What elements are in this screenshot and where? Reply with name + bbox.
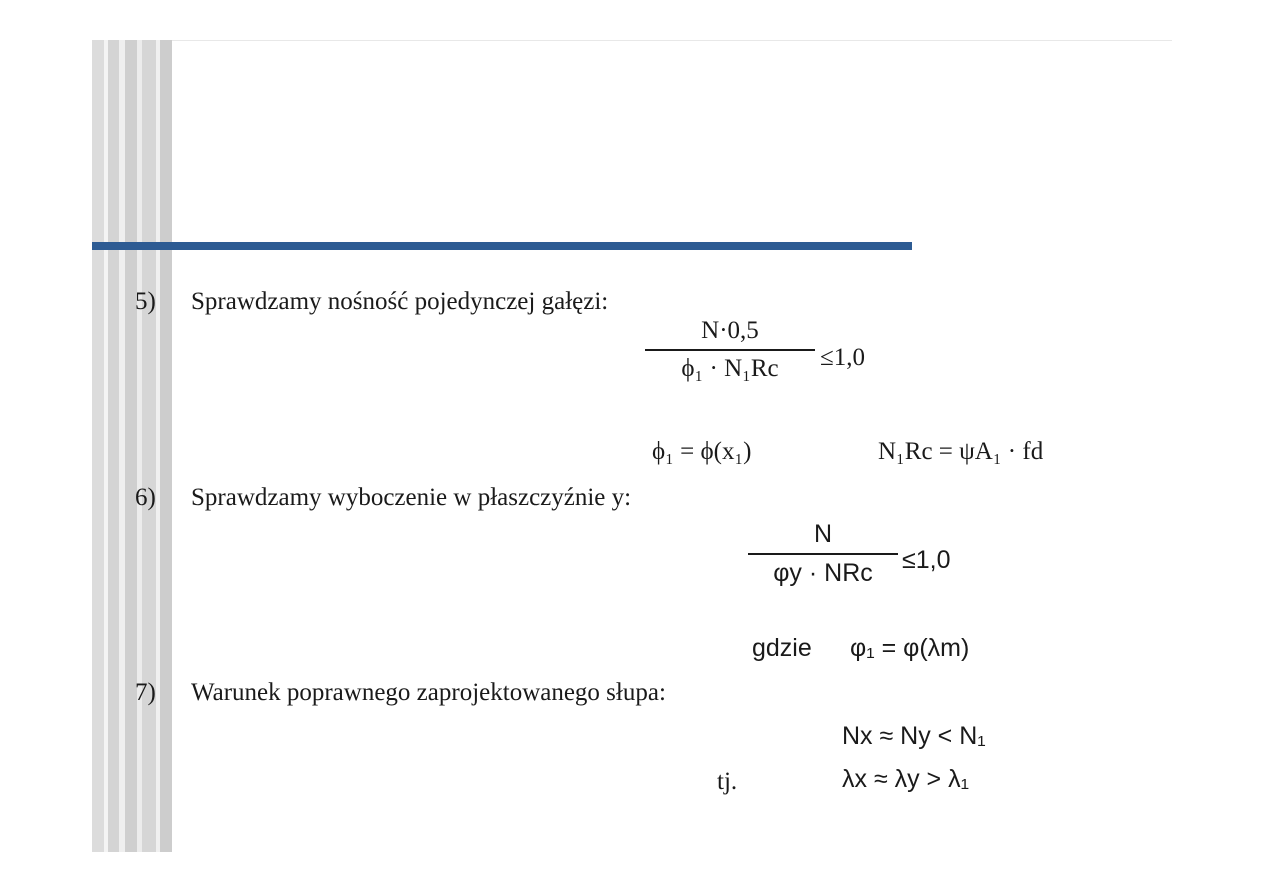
step-5-fraction xyxy=(645,317,815,383)
top-divider xyxy=(172,40,1172,41)
tj-label: tj. xyxy=(717,768,738,795)
step-text: Sprawdzamy wyboczenie w płaszczyźnie y: xyxy=(191,484,632,511)
step-6-fraction xyxy=(748,520,898,588)
numerator: N xyxy=(748,520,898,555)
where-label: gdzie xyxy=(752,634,812,662)
step-text: Sprawdzamy nośność pojedynczej gałęzi: xyxy=(191,288,609,315)
step-text: Warunek poprawnego zaprojektowanego słupa: xyxy=(191,679,666,706)
step-number: 7) xyxy=(135,679,156,706)
resistance-definition: N₁Rc = ψA₁ · fd xyxy=(878,438,1044,465)
decor-stripe xyxy=(142,40,156,852)
step-7-heading xyxy=(135,679,666,707)
force-condition: Nx ≈ Ny < N₁ xyxy=(842,722,986,750)
denominator: ϕ₁ · N₁Rc xyxy=(681,355,779,382)
step-number: 6) xyxy=(135,484,156,511)
step-6-heading xyxy=(135,484,631,512)
step-number: 5) xyxy=(135,288,156,315)
decor-stripe xyxy=(125,40,137,852)
denominator: φy · NRc xyxy=(773,559,873,587)
phi-definition: φ₁ = φ(λm) xyxy=(850,634,970,662)
phi-definition: ϕ₁ = ϕ(x₁) xyxy=(652,438,752,465)
slenderness-condition: λx ≈ λy > λ₁ xyxy=(842,765,970,793)
step-5-heading xyxy=(135,288,608,316)
numerator: N·0,5 xyxy=(645,317,815,351)
inequality-rhs: ≤1,0 xyxy=(902,546,951,574)
decor-stripe xyxy=(92,40,104,852)
decor-stripe xyxy=(108,40,119,852)
accent-bar xyxy=(92,242,912,250)
inequality-rhs: ≤1,0 xyxy=(820,344,865,371)
decor-stripe xyxy=(160,40,172,852)
